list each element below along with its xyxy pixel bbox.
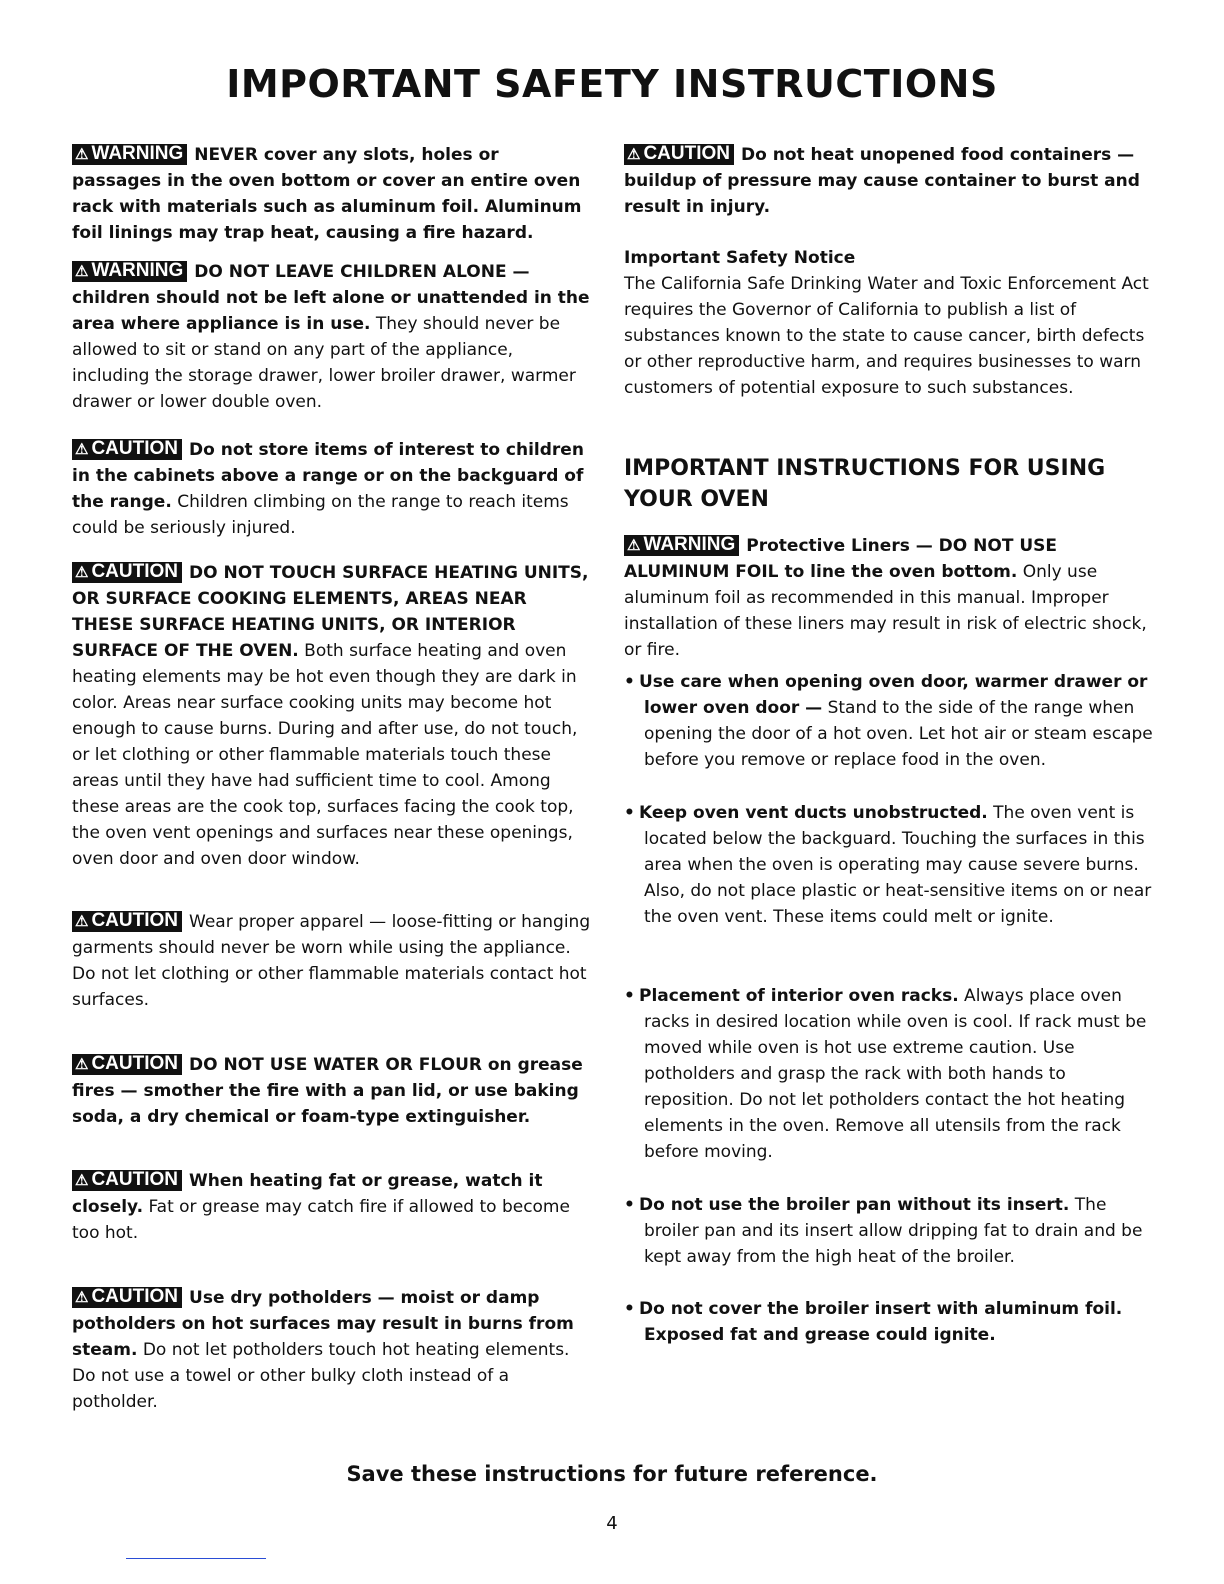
warning-triangle-icon: ⚠ [75,1056,89,1073]
badge-label: CAUTION [91,561,179,582]
warning-block-foil [72,142,592,246]
caution-badge [72,1170,182,1191]
warning-triangle-icon: ⚠ [75,913,89,930]
caution-badge [72,1054,182,1075]
block-text: Children climbing on the range to reach items could be seriously injured. [72,492,569,538]
caution-badge [72,562,182,583]
bullet-dot-icon: • [624,1195,635,1215]
caution-block-water-flour [72,1052,592,1130]
block-text: Do not let potholders touch hot heating elements. Do not use a towel or other bulky cloth instead of a potholder. [72,1340,570,1412]
warning-triangle-icon: ⚠ [75,1289,89,1306]
caution-block-fat-grease [72,1168,592,1246]
badge-label: CAUTION [643,143,731,164]
block-bold-text: When heating fat or grease, watch it closely. [72,1171,543,1217]
bullet-item [624,983,1154,1165]
block-bold-text: Protective Liners — DO NOT USE ALUMINUM FOIL to line the oven bottom. [624,536,1057,582]
bullet-item [624,1296,1154,1348]
caution-block-cabinets [72,437,592,541]
warning-badge [72,261,187,282]
bullet-item [624,800,1154,930]
block-text: Both surface heating and oven heating elements may be hot even though they are dark in color. Areas near surface cooking units may become hot enough to cause burns. During and after use, do not touch, or let clothing or other flammable materials touch these areas until they have had sufficient time to cool. Among these areas are the cook top, surfaces facing the cook top, the oven vent openings and surfaces near these openings, oven door and oven door window. [72,641,578,869]
safety-notice-title: Important Safety Notice [624,248,856,268]
block-text: Only use aluminum foil as recommended in this manual. Improper installation of these liners may result in risk of electric shock, or fire. [624,562,1147,660]
warning-block-liners [624,533,1154,663]
bullet-dot-icon: • [624,1299,635,1319]
badge-label: WARNING [91,260,184,281]
caution-badge [72,911,182,932]
badge-label: CAUTION [91,1169,179,1190]
badge-label: WARNING [643,534,736,555]
section-heading: IMPORTANT INSTRUCTIONS FOR USING YOUR OVEN [624,456,1106,512]
block-bold-text: NEVER cover any slots, holes or passages in the oven bottom or cover an entire oven rack with materials such as aluminum foil. Aluminum foil linings may trap heat, causing a fire hazard. [72,145,582,243]
bullet-bold-text: Keep oven vent ducts unobstructed. [639,803,988,823]
footer-note: Save these instructions for future reference. [346,1462,878,1486]
warning-block-children [72,259,592,415]
bullet-text: Stand to the side of the range when opening the door of a hot oven. Let hot air or steam escape before you remove or replace food in the oven. [644,698,1153,770]
block-bold-text: Do not heat unopened food containers — buildup of pressure may cause container to burst and result in injury. [624,145,1140,217]
block-bold-text: DO NOT LEAVE CHILDREN ALONE — children should not be left alone or unattended in the area where appliance is in use. [72,262,590,334]
badge-label: WARNING [91,143,184,164]
caution-block-apparel [72,909,592,1013]
caution-badge [72,439,182,460]
warning-triangle-icon: ⚠ [75,146,89,163]
block-text: They should never be allowed to sit or stand on any part of the appliance, including the storage drawer, lower broiler drawer, warmer drawer or lower double oven. [72,314,576,412]
badge-label: CAUTION [91,1053,179,1074]
caution-block-containers [624,142,1154,220]
bullet-bold-text: Do not use the broiler pan without its insert. [639,1195,1070,1215]
caution-badge [624,144,734,165]
badge-label: CAUTION [91,438,179,459]
bullet-dot-icon: • [624,986,635,1006]
warning-badge [624,535,739,556]
bullet-text: The oven vent is located below the backguard. Touching the surfaces in this area when the oven is operating may cause severe burns. Also, do not place plastic or heat-sensitive items on or near the oven vent. These items could melt or ignite. [644,803,1152,927]
warning-triangle-icon: ⚠ [627,537,641,554]
bullet-text: The broiler pan and its insert allow dripping fat to drain and be kept away from the high heat of the broiler. [644,1195,1143,1267]
warning-triangle-icon: ⚠ [75,1172,89,1189]
warning-triangle-icon: ⚠ [627,146,641,163]
caution-badge [72,1287,182,1308]
warning-badge [72,144,187,165]
bullet-bold-text: Do not cover the broiler insert with aluminum foil. Exposed fat and grease could ignite. [639,1299,1123,1345]
block-bold-text: DO NOT TOUCH SURFACE HEATING UNITS, OR SURFACE COOKING ELEMENTS, AREAS NEAR THESE SURFACE HEATING UNITS, OR INTERIOR SURFACE OF THE OVEN. [72,563,589,661]
bullet-text: Always place oven racks in desired location while oven is cool. If rack must be moved while oven is hot use extreme caution. Use potholders and grasp the rack with both hands to reposition. Do not let potholders contact the hot heating elements in the oven. Remove all utensils from the rack before moving. [644,986,1147,1162]
badge-label: CAUTION [91,1286,179,1307]
bullet-bold-text: Placement of interior oven racks. [639,986,959,1006]
block-bold-text: Use dry potholders — moist or damp potholders on hot surfaces may result in burns from steam. [72,1288,574,1360]
block-bold-text: DO NOT USE WATER OR FLOUR on grease fires — smother the fire with a pan lid, or use baking soda, a dry chemical or foam-type extinguisher. [72,1055,583,1127]
safety-notice [624,245,1154,401]
caution-block-potholders [72,1285,592,1415]
badge-label: CAUTION [91,910,179,931]
bullet-dot-icon: • [624,803,635,823]
footer-rule [126,1558,266,1559]
warning-triangle-icon: ⚠ [75,263,89,280]
page-title: IMPORTANT SAFETY INSTRUCTIONS [226,62,998,106]
block-bold-text: Do not store items of interest to children in the cabinets above a range or on the backguard of the range. [72,440,584,512]
block-text: Wear proper apparel — loose-fitting or hanging garments should never be worn while using the appliance. Do not let clothing or other flammable materials contact hot surfaces. [72,912,591,1010]
warning-triangle-icon: ⚠ [75,564,89,581]
safety-notice-text: The California Safe Drinking Water and Toxic Enforcement Act requires the Governor of California to publish a list of substances known to the state to cause cancer, birth defects or other reproductive harm, and requires businesses to warn customers of potential exposure to such substances. [624,274,1149,398]
page-number: 4 [606,1513,618,1534]
caution-block-surfaces [72,560,592,872]
bullet-item [624,1192,1154,1270]
bullet-dot-icon: • [624,672,635,692]
bullet-item [624,669,1154,773]
warning-triangle-icon: ⚠ [75,441,89,458]
block-text: Fat or grease may catch fire if allowed to become too hot. [72,1197,570,1243]
bullet-bold-text: Use care when opening oven door, warmer drawer or lower oven door — [639,672,1148,718]
